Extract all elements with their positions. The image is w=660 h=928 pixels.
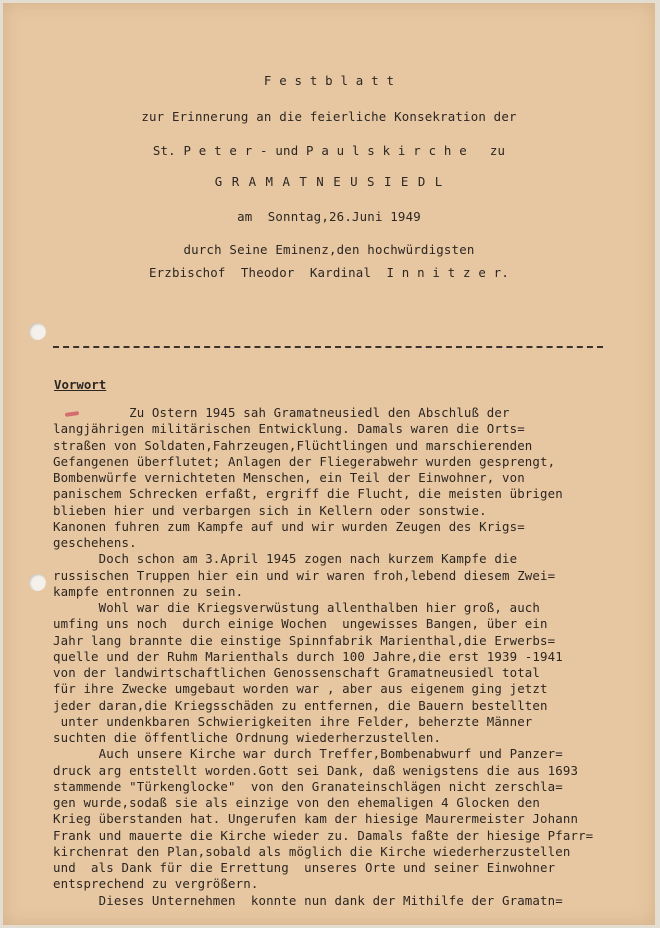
document-page (3, 3, 655, 925)
text-line: und als Dank für die Errettung unseres Orte und seiner Einwohner (53, 860, 556, 875)
text-line: Wohl war die Kriegsverwüstung allenthalben hier groß, auch (53, 600, 541, 615)
text-line: jeder daran,die Kriegsschäden zu entfernen, die Bauern bestellten (53, 697, 548, 713)
text-line: suchten die öffentliche Ordnung wiederherzustellen. (53, 730, 442, 745)
punch-hole (29, 323, 46, 340)
text-line: unter undenkbaren Schwierigkeiten ihre Felder, beherzte Männer (53, 713, 533, 729)
text-line: von der landwirtschaftlichen Genossenschaft Gramatneusiedl total (53, 665, 541, 680)
text-line: kampfe entronnen zu sein. (53, 583, 244, 599)
text-line: Bombenwürfe vernichteten Menschen, ein Teil der Einwohner, von (53, 470, 525, 485)
text-line: für ihre Zwecke umgebaut worden war , aber aus eigenem ging jetzt (53, 681, 548, 697)
text-line: russischen Truppen hier ein und wir waren froh,lebend diesem Zwei= (53, 567, 556, 583)
text-line: straßen von Soldaten,Fahrzeugen,Flüchtlingen und marschierenden (53, 437, 533, 453)
text-line: entsprechend zu vergrößern. (53, 876, 259, 892)
text-line: langjährigen militärischen Entwicklung. Damals waren die Orts= (53, 421, 525, 437)
text-line: Gefangenen überflutet; Anlagen der Fliegerabwehr wurden gesprengt, (53, 453, 556, 469)
text-line: blieben hier und verbargen sich in Kellern oder sonstwie. (53, 502, 487, 518)
text-line: stammende "Türkenglocke" von den Granateinschlägen nicht zerschla= (53, 778, 563, 794)
dashed-divider (53, 346, 603, 348)
title-subline: zur Erinnerung an die feierliche Konsekration der (141, 109, 517, 124)
text-line: Auch unsere Kirche war durch Treffer,Bombenabwurf und Panzer= (53, 746, 563, 762)
text-line: Dieses Unternehmen konnte nun dank der Mithilfe der Gramatn= (53, 892, 563, 908)
text-line: Jahr lang brannte die einstige Spinnfabrik Marienthal,die Erwerbs= (53, 632, 556, 648)
text-line: gen wurde,sodaß sie als einzige von den ehemaligen 4 Glocken den (53, 795, 541, 810)
text-line: kirchenrat den Plan,sobald als möglich die Kirche wiederherzustellen (53, 843, 571, 859)
town-name: G R A M A T N E U S I E D L (214, 174, 444, 189)
text-line: Krieg überstanden hat. Ungerufen kam der hiesige Maurermeister Johann (53, 811, 579, 827)
punch-hole (29, 574, 46, 591)
text-line: geschehens. (53, 535, 137, 550)
text-line: quelle und der Ruhm Marienthals durch 100 Jahre,die erst 1939 -1941 (53, 648, 563, 664)
text-line: Kanonen fuhren zum Kampfe auf und wir wurden Zeugen des Krigs= (53, 518, 525, 534)
text-line: umfing uns noch durch einige Wochen ungewisses Bangen, über ein (53, 616, 548, 632)
text-line: panischem Schrecken erfaßt, ergriff die Flucht, die meisten übrigen (53, 486, 563, 502)
dedication-line: durch Seine Eminenz,den hochwürdigsten (183, 242, 475, 257)
church-name-line: St. P e t e r - und P a u l s k i r c h e zu (152, 143, 506, 158)
text-line: Doch schon am 3.April 1945 zogen nach kurzem Kampfe die (53, 551, 518, 567)
text-line: Zu Ostern 1945 sah Gramatneusiedl den Abschluß der (53, 405, 510, 420)
text-line: druck arg entstellt worden.Gott sei Dank, daß wenigstens die aus 1693 (53, 762, 579, 778)
section-heading: Vorwort (54, 377, 107, 392)
cardinal-line: Erzbischof Theodor Kardinal I n n i t z e r. (148, 265, 509, 280)
date-line: am Sonntag,26.Juni 1949 (237, 209, 421, 224)
text-line: Frank und mauerte die Kirche wieder zu. Damals faßte der hiesige Pfarr= (53, 827, 594, 843)
document-title: F e s t b l a t t (263, 73, 395, 88)
